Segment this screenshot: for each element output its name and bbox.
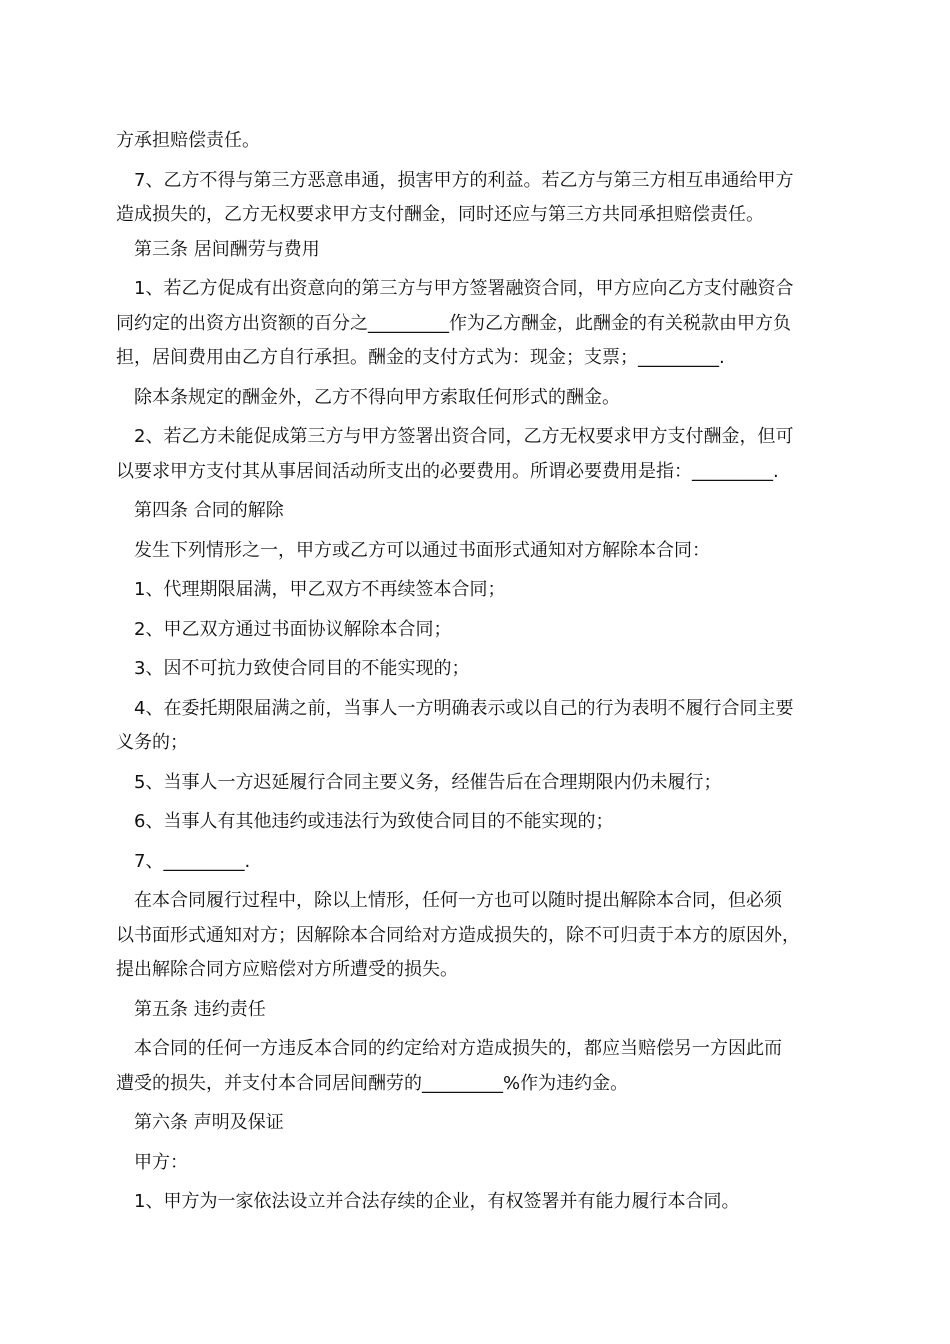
list-item: 6、当事人有其他违约或违法行为致使合同目的不能实现的； [134, 811, 614, 832]
section-heading: 第六条 声明及保证 [134, 1112, 284, 1133]
list-item: 2、甲乙双方通过书面协议解除本合同； [134, 618, 452, 640]
section-heading: 第四条 合同的解除 [134, 500, 284, 521]
paragraph-line: 提出解除合同方应赔偿对方所遭受的损失。 [116, 959, 458, 980]
list-item: 4、在委托期限届满之前，当事人一方明确表示或以自己的行为表明不履行合同主要 [134, 697, 794, 719]
paragraph-line: 本合同的任何一方违反本合同的约定给对方造成损失的，都应当赔偿另一方因此而 [134, 1038, 782, 1059]
paragraph-line: 2、若乙方未能促成第三方与甲方签署出资合同，乙方无权要求甲方支付酬金，但可 [134, 426, 794, 447]
list-item: 7、_________. [134, 850, 251, 872]
paragraph-line: 以书面形式通知对方；因解除本合同给对方造成损失的，除不可归责于本方的原因外， [116, 924, 800, 946]
list-item-continuation: 义务的； [116, 732, 188, 753]
list-item: 1、甲方为一家依法设立并合法存续的企业，有权签署并有能力履行本合同。 [134, 1191, 740, 1212]
list-item: 3、因不可抗力致使合同目的不能实现的； [134, 658, 470, 679]
paragraph-line: 发生下列情形之一，甲方或乙方可以通过书面形式通知对方解除本合同： [134, 539, 710, 561]
paragraph-line: 7、乙方不得与第三方恶意串通，损害甲方的利益。若乙方与第三方相互串通给甲方 [134, 169, 794, 191]
paragraph-line: 甲方： [134, 1151, 188, 1173]
paragraph-line: 造成损失的，乙方无权要求甲方支付酬金，同时还应与第三方共同承担赔偿责任。 [116, 204, 764, 225]
paragraph-line: 在本合同履行过程中，除以上情形，任何一方也可以随时提出解除本合同，但必须 [134, 890, 782, 911]
paragraph-line: 同约定的出资方出资额的百分之_________作为乙方酬金，此酬金的有关税款由甲方负 [116, 312, 791, 334]
paragraph-line: 除本条规定的酬金外，乙方不得向甲方索取任何形式的酬金。 [134, 386, 620, 408]
paragraph-line: 1、若乙方促成有出资意向的第三方与甲方签署融资合同，甲方应向乙方支付融资合 [134, 278, 794, 299]
list-item: 1、代理期限届满，甲乙双方不再续签本合同； [134, 579, 506, 600]
paragraph-line: 以要求甲方支付其从事居间活动所支出的必要费用。所谓必要费用是指：_________. [116, 460, 779, 482]
document-body [116, 124, 846, 1220]
paragraph-line: 担，居间费用由乙方自行承担。酬金的支付方式为：现金；支票；_________. [116, 347, 725, 368]
section-heading: 第五条 违约责任 [134, 998, 266, 1020]
list-item: 5、当事人一方迟延履行合同主要义务，经催告后在合理期限内仍未履行； [134, 771, 722, 793]
paragraph-line: 遭受的损失，并支付本合同居间酬劳的_________%作为违约金。 [116, 1072, 629, 1094]
section-heading: 第三条 居间酬劳与费用 [134, 238, 320, 260]
paragraph-line: 方承担赔偿责任。 [116, 130, 260, 151]
